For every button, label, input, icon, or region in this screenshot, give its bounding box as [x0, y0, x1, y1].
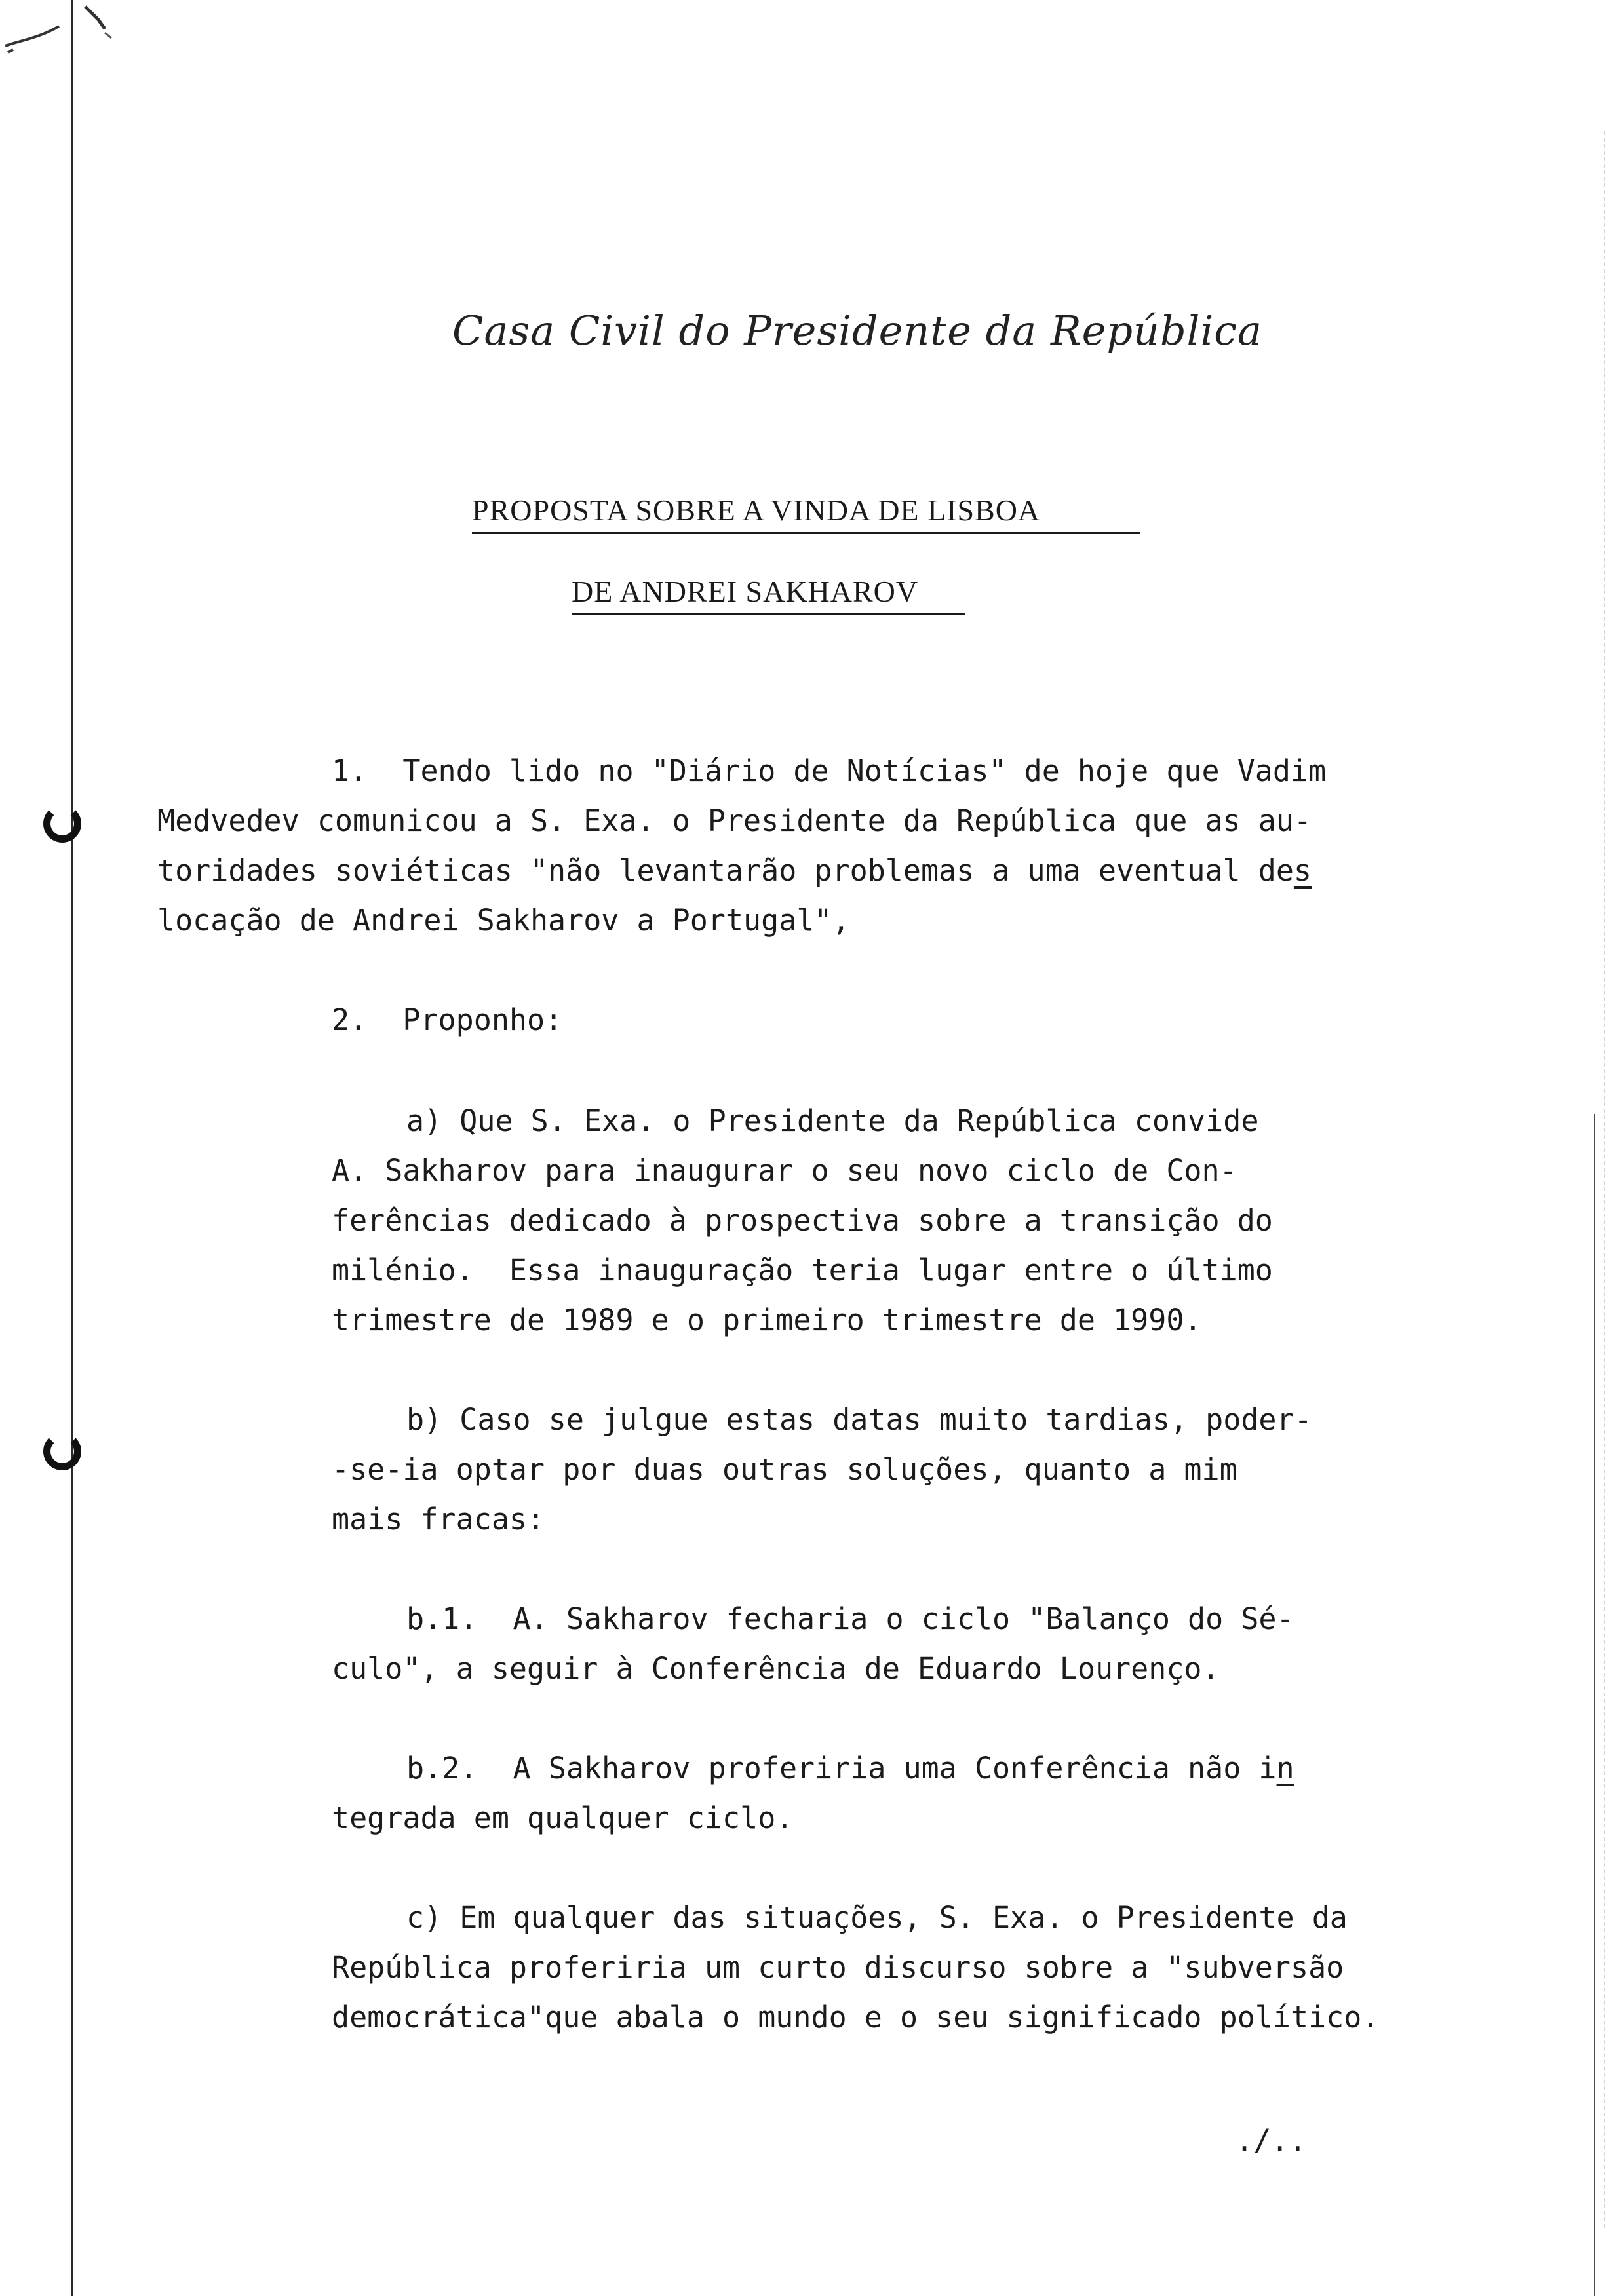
item-b-line-2: -se-ia optar por duas outras soluções, quanto a mim	[332, 1452, 1237, 1487]
para2-line-1: 2. Proponho:	[332, 1003, 563, 1037]
item-b-line-1: b) Caso se julgue estas datas muito tardias, poder-	[406, 1402, 1312, 1437]
item-c-line-1: c) Em qualquer das situações, S. Exa. o Presidente da	[406, 1900, 1348, 1935]
item-a-line-4: milénio. Essa inauguração teria lugar entre o último	[332, 1253, 1273, 1288]
item-a-line-3: ferências dedicado à prospectiva sobre a transição do	[332, 1203, 1273, 1238]
punch-hole-mark	[43, 805, 81, 843]
corner-scribble-mark	[0, 0, 131, 59]
item-c-line-2: República proferiria um curto discurso sobre a "subversão	[332, 1950, 1344, 1985]
punch-hole-mark	[43, 1432, 81, 1470]
para1-line-1: 1. Tendo lido no "Diário de Notícias" de hoje que Vadim	[332, 754, 1327, 788]
letterhead: Casa Civil do Presidente da República	[452, 307, 1262, 354]
title-underline-1	[472, 532, 1140, 534]
hyphenation-underlined-letter: s	[1293, 853, 1312, 888]
item-b1-line-2: culo", a seguir à Conferência de Eduardo Lourenço.	[332, 1651, 1220, 1686]
para1-line-2: Medvedev comunicou a S. Exa. o Presidente da República que as au-	[157, 803, 1312, 838]
para1-line-4: locação de Andrei Sakharov a Portugal",	[157, 903, 850, 938]
title-line-2: DE ANDREI SAKHAROV	[572, 575, 919, 608]
item-c-line-3: democrática"que abala o mundo e o seu significado político.	[332, 2000, 1380, 2035]
title-underline-2	[572, 613, 965, 615]
item-b2-line-1: b.2. A Sakharov proferiria uma Conferência não in	[406, 1751, 1294, 1786]
item-b1-line-1: b.1. A. Sakharov fecharia o ciclo "Balanço do Sé-	[406, 1601, 1294, 1636]
scan-dash-artifact	[1604, 131, 1605, 2228]
item-a-line-2: A. Sakharov para inaugurar o seu novo ciclo de Con-	[332, 1153, 1237, 1188]
hyphenation-underlined-letter: n	[1276, 1751, 1294, 1786]
item-b-line-3: mais fracas:	[332, 1502, 545, 1537]
item-b2-line-2: tegrada em qualquer ciclo.	[332, 1801, 794, 1835]
item-a-line-1: a) Que S. Exa. o Presidente da República convide	[406, 1103, 1259, 1138]
para1-line-3: toridades soviéticas "não levantarão problemas a uma eventual des	[157, 853, 1312, 888]
title-line-1: PROPOSTA SOBRE A VINDA DE LISBOA	[472, 493, 1041, 527]
binding-margin-line	[71, 0, 73, 2296]
continuation-mark: ./..	[1236, 2123, 1307, 2158]
page-edge-line	[1594, 1114, 1595, 2296]
item-a-line-5: trimestre de 1989 e o primeiro trimestre de 1990.	[332, 1303, 1202, 1337]
